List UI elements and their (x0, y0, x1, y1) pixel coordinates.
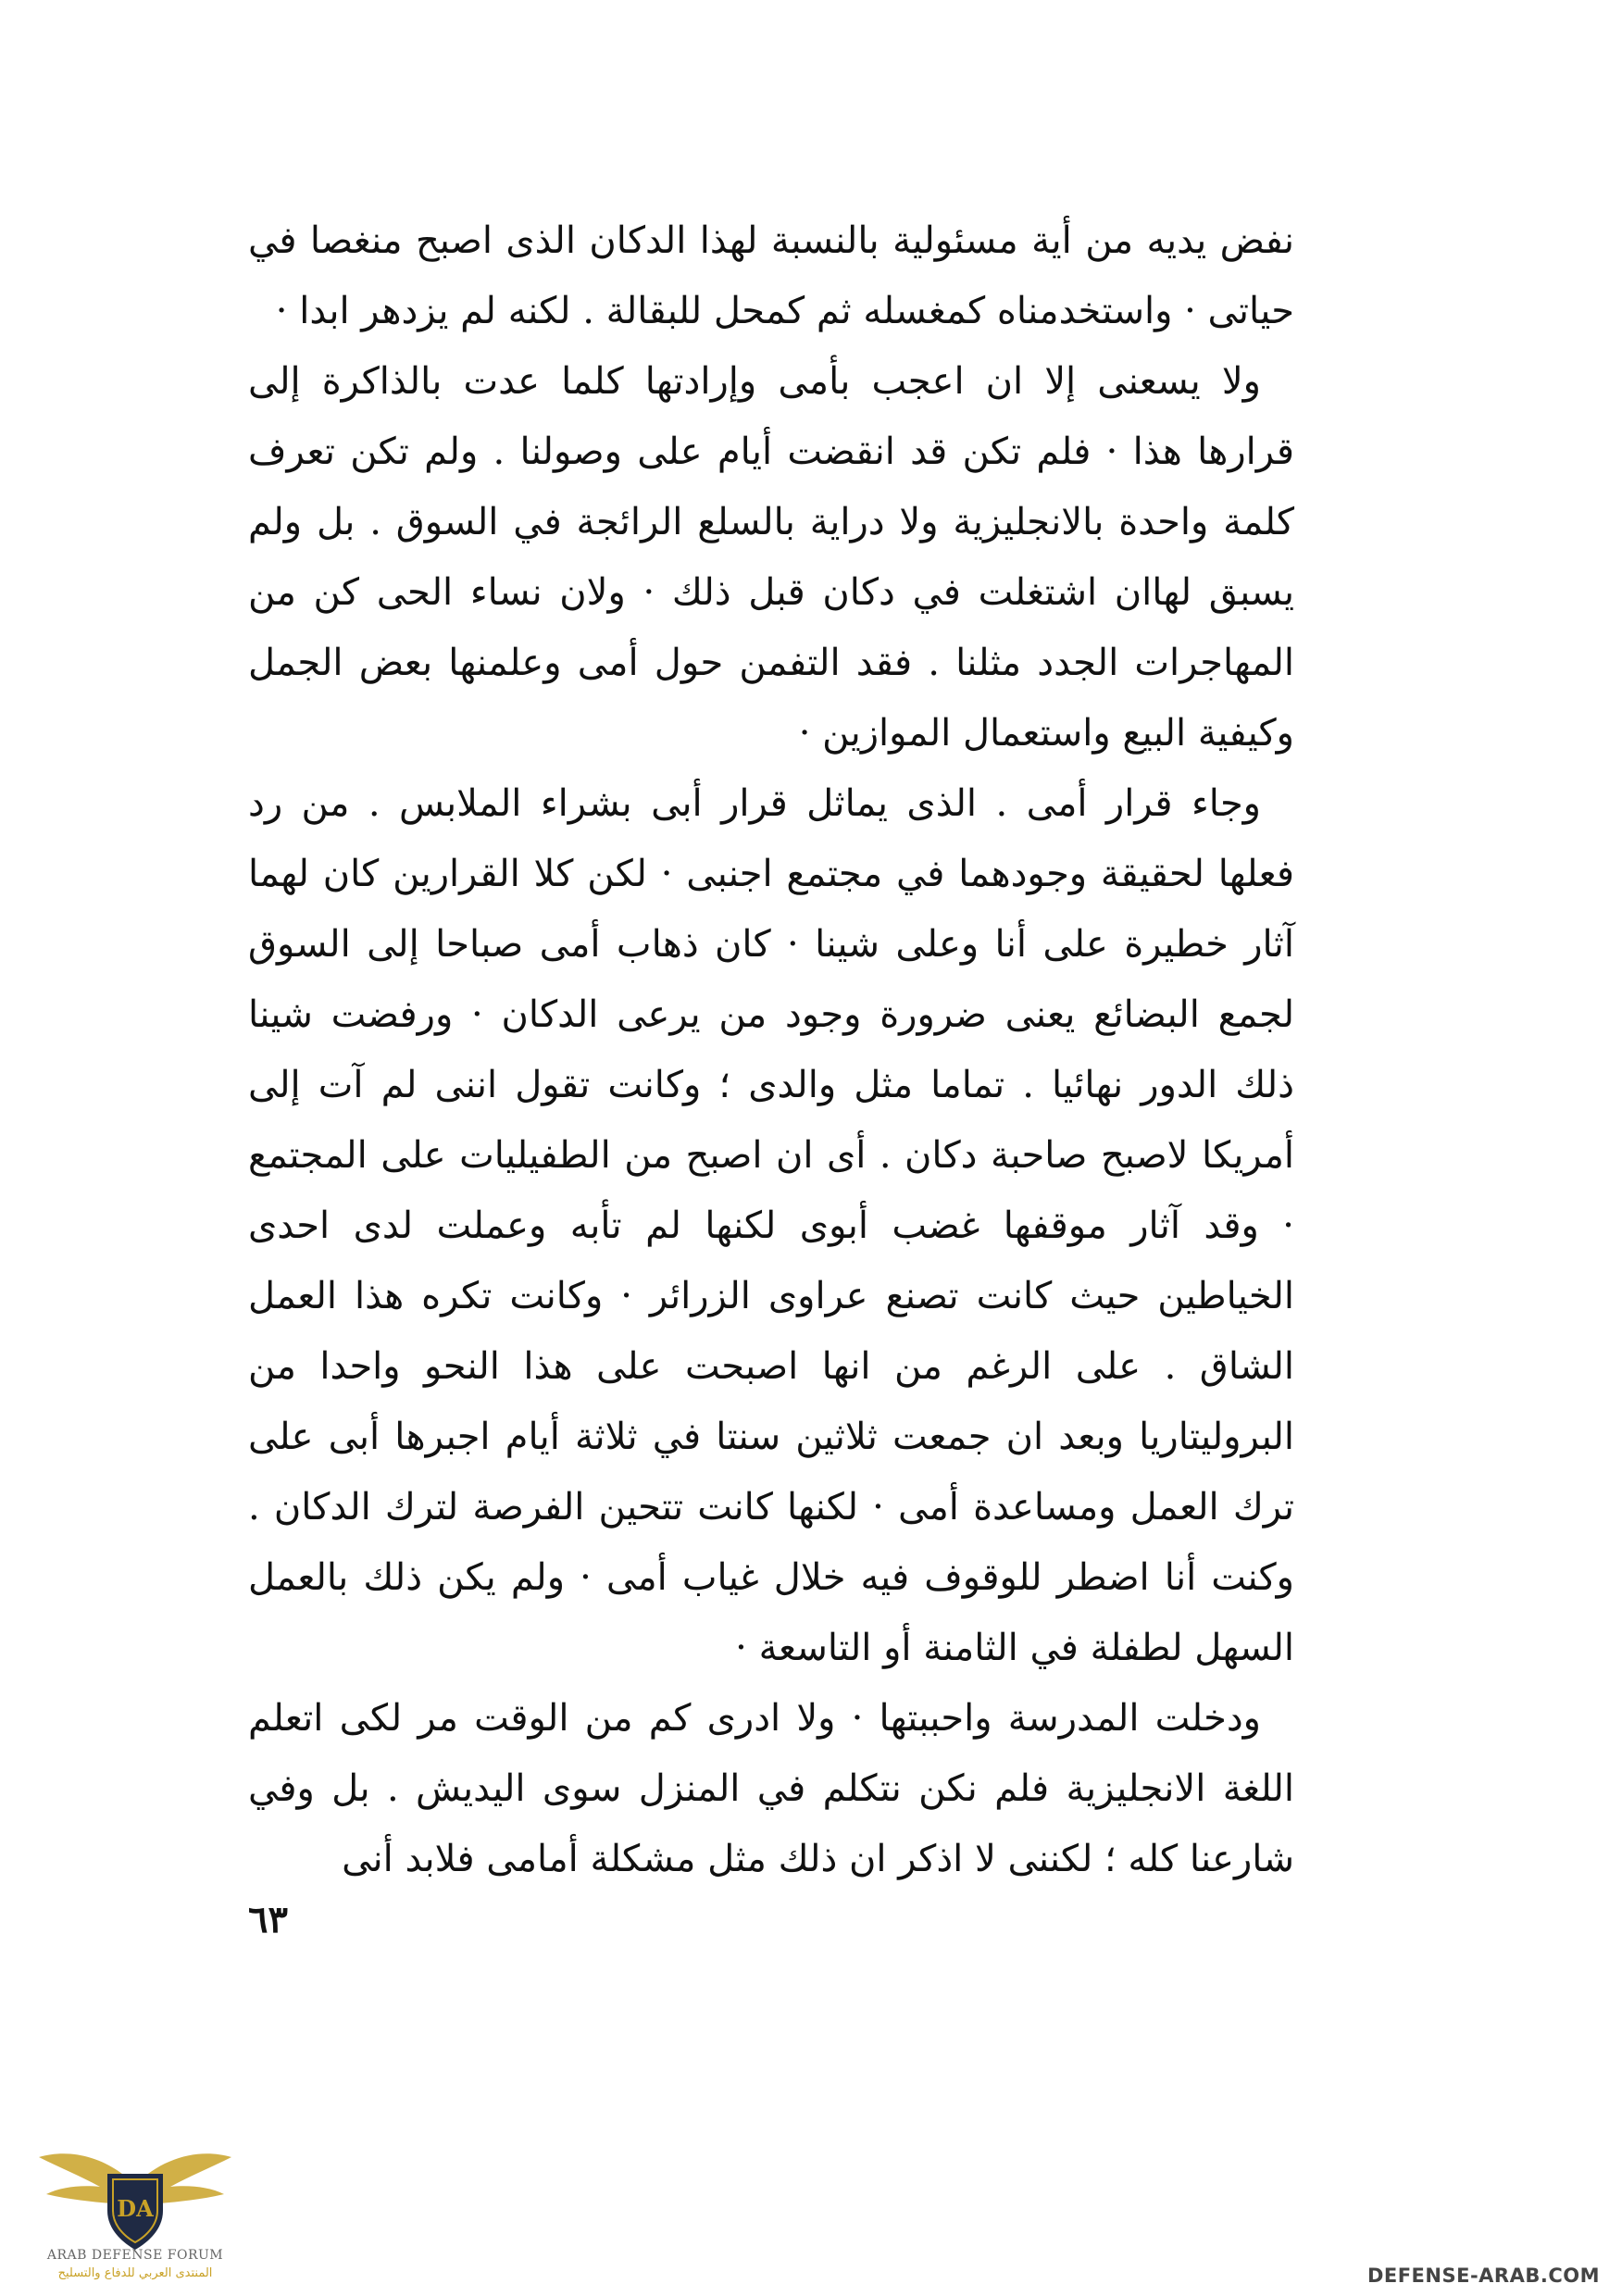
paragraph: وجاء قرار أمى . الذى يماثل قرار أبى بشراء الملابس . من رد فعلها لحقيقة وجودهما في مجتمع اجنبى · لكن كلا القرارين كان لهما آثار خطيرة على أنا وعلى شينا · كان ذهاب أمى صباحا إلى السوق لجمع البضائع يعنى ضرورة وجود من يرعى الدكان · ورفضت شينا ذلك الدور نهائيا . تماما مثل والدى ؛ وكانت تقول اننى لم آت إلى أمريكا لاصبح صاحبة دكان . أى ان اصبح من الطفيليات على المجتمع · وقد آثار موقفها غضب أبوى لكنها لم تأبه وعملت لدى احدى الخياطين حيث كانت تصنع عراوى الزرائر · وكانت تكره هذا العمل الشاق . على الرغم من انها اصبحت على هذا النحو واحدا من البروليتاريا وبعد ان جمعت ثلاثين سنتا في ثلاثة أيام اجبرها أبى على ترك العمل ومساعدة أمى · لكنها كانت تتحين الفرصة لترك الدكان . وكنت أنا اضطر للوقوف فيه خلال غياب أمى · ولم يكن ذلك بالعمل السهل لطفلة في الثامنة أو التاسعة · (248, 782, 1294, 1669)
logo-text: DA (117, 2195, 154, 2222)
paragraph: ولا يسعنى إلا ان اعجب بأمى وإرادتها كلما عدت بالذاكرة إلى قرارها هذا · فلم تكن قد انقضت أيام على وصولنا . ولم تكن تعرف كلمة واحدة بالانجليزية ولا دراية بالسلع الرائجة في السوق . بل ولم يسبق لهاان اشتغلت في دكان قبل ذلك · ولان نساء الحى كن من المهاجرات الجدد مثلنا . فقد التفمن حول أمى وعلمنها بعض الجمل وكيفية البيع واستعمال الموازين · (248, 360, 1294, 755)
logo-caption-ar: المنتدى العربي للدفاع والتسليح (57, 2266, 213, 2280)
page-number: ٦٣ (248, 1898, 288, 1941)
body-text (248, 206, 1294, 1894)
paragraph-continuation: نفض يديه من أية مسئولية بالنسبة لهذا الدكان الذى اصبح منغصا في حياتى · واستخدمناه كمغسله ثم كمحل للبقالة . لكنه لم يزدهر ابدا · (248, 219, 1295, 332)
site-watermark: DEFENSE-ARAB.COM (1366, 2265, 1600, 2287)
logo-caption-en: ARAB DEFENSE FORUM (46, 2248, 224, 2263)
paragraph: ودخلت المدرسة واحببتها · ولا ادرى كم من الوقت مر لكى اتعلم اللغة الانجليزية فلم نكن نتكلم في المنزل سوى اليديش . بل وفي شارعنا كله ؛ لكننى لا اذكر ان ذلك مثل مشكلة أمامى فلابد أنى (248, 1697, 1294, 1880)
